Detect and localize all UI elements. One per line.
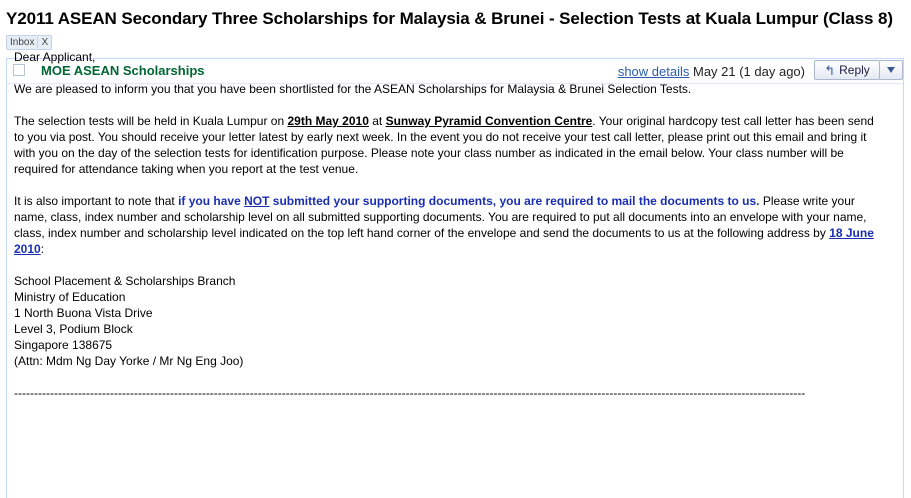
- sender-name[interactable]: MOE ASEAN Scholarships: [41, 63, 205, 78]
- test-date: 29th May 2010: [287, 114, 369, 128]
- p3-emphasis-a: if you have: [178, 194, 245, 208]
- p3-text-d: :: [40, 242, 45, 256]
- subject-header: [6, 9, 911, 47]
- paragraph-1: We are pleased to inform you that you have been shortlisted for the ASEAN Scholarships for Malaysia & Brunei Selection Tests.: [14, 82, 692, 96]
- show-details-link[interactable]: show details: [617, 64, 690, 79]
- label-inbox[interactable]: [6, 35, 52, 50]
- p2-text-b: at: [368, 114, 386, 128]
- p2-text-a: The selection tests will be held in Kuala Lumpur on: [14, 114, 288, 128]
- paragraph-3: [14, 193, 884, 257]
- chevron-down-icon: [887, 67, 895, 73]
- paragraph-2: [14, 113, 884, 177]
- divider-line: ------------------------------------------------------------------------------------------------------------------------------------------------------------------------------------------------------: [14, 386, 806, 400]
- remove-label-icon[interactable]: X: [37, 37, 51, 48]
- address-line: Singapore 138675: [14, 338, 113, 352]
- reply-label: Reply: [839, 63, 870, 77]
- p2-text-c: . Your original hardcopy test call letter has been send to you via post. You should receive your letter latest by early next week. In the event you do not receive your test call letter, please print out this email and bring it with you on the day of the selection tests for identification purpose. Please note your class number as indicated in the email below. Your class number will be required for attendance taking when you report at the test venue.: [14, 114, 874, 176]
- message-date: May 21 (1 day ago): [692, 64, 805, 79]
- address-line: School Placement & Scholarships Branch: [14, 274, 236, 288]
- message-body: [14, 49, 884, 401]
- label-inbox-text: Inbox: [10, 37, 35, 48]
- p3-emphasis-b: submitted your supporting documents, you are required to mail the documents to us.: [269, 194, 760, 208]
- address-line: (Attn: Mdm Ng Day Yorke / Mr Ng Eng Joo): [14, 354, 244, 368]
- email-subject: Y2011 ASEAN Secondary Three Scholarships for Malaysia & Brunei - Selection Tests at Kuala Lumpur (Class 8): [6, 9, 893, 28]
- p3-not: NOT: [244, 194, 270, 208]
- label-list: [6, 32, 911, 47]
- address-line: Level 3, Podium Block: [14, 322, 133, 336]
- p3-text-a: It is also important to note that: [14, 194, 179, 208]
- address-line: 1 North Buona Vista Drive: [14, 306, 153, 320]
- p3-text-c: Please write your name, class, index number and scholarship level on all submitted supporting documents. You are required to put all documents into an envelope with your name, class, index number and scholarship level indicated on the top left hand corner of the envelope and send the documents to us at the following address by: [14, 194, 867, 240]
- greeting: Dear Applicant,: [14, 50, 96, 64]
- reply-arrow-icon: ↰: [824, 62, 836, 78]
- deadline-date: 18 June 2010: [14, 226, 874, 256]
- address-line: Ministry of Education: [14, 290, 126, 304]
- test-venue: Sunway Pyramid Convention Centre: [385, 114, 593, 128]
